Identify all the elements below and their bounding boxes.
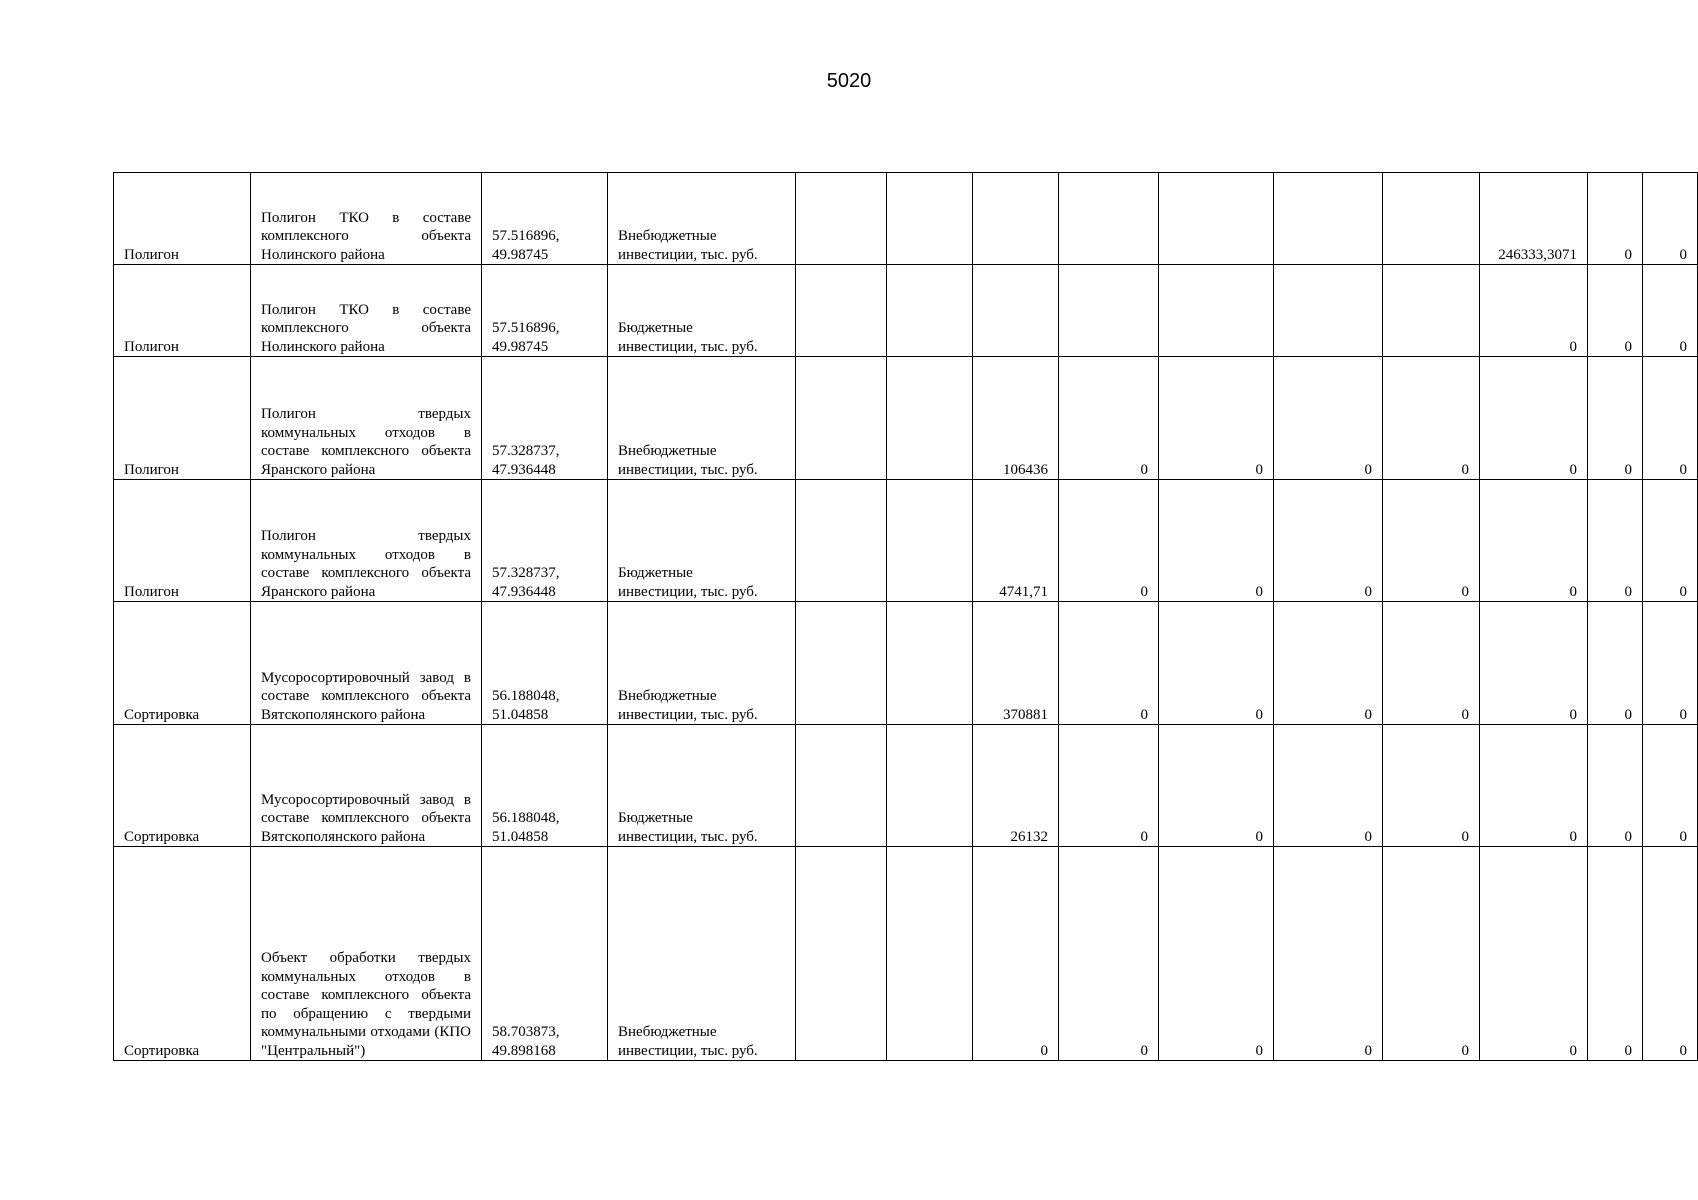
- value-cell: 0: [1643, 265, 1698, 357]
- value-cell: [1383, 173, 1480, 265]
- value-cell: 0: [1480, 357, 1588, 480]
- longitude: 49.98745: [492, 338, 549, 355]
- value-cell: 0: [1159, 602, 1274, 725]
- object-name-cell: Полигон твердых коммунальных отходов в составе комплексного объекта Яранского района: [251, 357, 482, 480]
- object-name-cell: Мусоросортировочный завод в составе комплексного объекта Вятскополянского района: [251, 602, 482, 725]
- financing-type: Бюджетные: [618, 320, 693, 336]
- longitude: 51.04858: [492, 706, 549, 723]
- value-cell: 0: [1059, 357, 1159, 480]
- value-cell: [887, 173, 973, 265]
- financing-source-cell: [608, 173, 796, 265]
- financing-type: Внебюджетные: [618, 228, 717, 244]
- financing-unit: инвестиции, тыс. руб.: [618, 461, 758, 478]
- value-cell: [1059, 173, 1159, 265]
- value-cell: 0: [1383, 602, 1480, 725]
- latitude: 58.703873,: [492, 1024, 560, 1040]
- financing-source-cell: [608, 847, 796, 1061]
- financing-type: Внебюджетные: [618, 1024, 717, 1040]
- value-cell: [1159, 265, 1274, 357]
- table-row: [114, 602, 1698, 725]
- longitude: 49.898168: [492, 1042, 556, 1059]
- value-cell: [796, 265, 887, 357]
- financing-source-cell: [608, 480, 796, 602]
- value-cell: 0: [1480, 480, 1588, 602]
- value-cell: [796, 173, 887, 265]
- value-cell: [796, 847, 887, 1061]
- value-cell: [1274, 173, 1383, 265]
- value-cell: [887, 480, 973, 602]
- value-cell: 0: [1588, 725, 1643, 847]
- longitude: 47.936448: [492, 583, 556, 600]
- object-type-cell: Полигон: [114, 480, 251, 602]
- financing-unit: инвестиции, тыс. руб.: [618, 706, 758, 723]
- value-cell: 0: [1383, 357, 1480, 480]
- latitude: 57.328737,: [492, 443, 560, 459]
- value-cell: 0: [1059, 847, 1159, 1061]
- value-cell: 0: [1643, 357, 1698, 480]
- financing-source-cell: [608, 265, 796, 357]
- table-row: [114, 480, 1698, 602]
- object-name-cell: Мусоросортировочный завод в составе комплексного объекта Вятскополянского района: [251, 725, 482, 847]
- coordinates-cell: [482, 357, 608, 480]
- value-cell: 0: [1059, 480, 1159, 602]
- value-cell: 0: [1480, 602, 1588, 725]
- value-cell: 370881: [973, 602, 1059, 725]
- financing-unit: инвестиции, тыс. руб.: [618, 583, 758, 600]
- value-cell: 0: [1059, 602, 1159, 725]
- value-cell: 0: [973, 847, 1059, 1061]
- value-cell: 4741,71: [973, 480, 1059, 602]
- value-cell: [796, 480, 887, 602]
- value-cell: 0: [1383, 847, 1480, 1061]
- value-cell: 0: [1643, 173, 1698, 265]
- table-row: [114, 173, 1698, 265]
- object-type-cell: Полигон: [114, 357, 251, 480]
- object-type-cell: Полигон: [114, 173, 251, 265]
- financing-source-cell: [608, 725, 796, 847]
- financing-type: Внебюджетные: [618, 443, 717, 459]
- financing-unit: инвестиции, тыс. руб.: [618, 828, 758, 845]
- value-cell: 0: [1159, 357, 1274, 480]
- object-type-cell: Сортировка: [114, 602, 251, 725]
- object-type-cell: Сортировка: [114, 847, 251, 1061]
- value-cell: 0: [1274, 725, 1383, 847]
- value-cell: 0: [1480, 265, 1588, 357]
- coordinates-cell: [482, 173, 608, 265]
- value-cell: 0: [1274, 357, 1383, 480]
- investment-table: [113, 172, 1698, 1061]
- value-cell: [973, 265, 1059, 357]
- table-row: [114, 847, 1698, 1061]
- value-cell: 0: [1383, 725, 1480, 847]
- value-cell: [887, 265, 973, 357]
- value-cell: 0: [1588, 602, 1643, 725]
- longitude: 47.936448: [492, 461, 556, 478]
- latitude: 57.328737,: [492, 565, 560, 581]
- value-cell: 0: [1480, 725, 1588, 847]
- value-cell: [796, 357, 887, 480]
- value-cell: 0: [1588, 173, 1643, 265]
- value-cell: [796, 725, 887, 847]
- object-name-cell: Объект обработки твердых коммунальных отходов в составе комплексного объекта по обращению с твердыми коммунальными отходами (КПО "Центральный"): [251, 847, 482, 1061]
- latitude: 56.188048,: [492, 688, 560, 704]
- value-cell: 0: [1159, 847, 1274, 1061]
- longitude: 51.04858: [492, 828, 549, 845]
- object-name-cell: Полигон ТКО в составе комплексного объекта Нолинского района: [251, 173, 482, 265]
- value-cell: 0: [1643, 847, 1698, 1061]
- value-cell: [973, 173, 1059, 265]
- value-cell: 0: [1159, 725, 1274, 847]
- object-type-cell: Полигон: [114, 265, 251, 357]
- value-cell: 0: [1383, 480, 1480, 602]
- financing-type: Бюджетные: [618, 565, 693, 581]
- financing-unit: инвестиции, тыс. руб.: [618, 338, 758, 355]
- value-cell: 26132: [973, 725, 1059, 847]
- value-cell: 0: [1159, 480, 1274, 602]
- value-cell: 0: [1059, 725, 1159, 847]
- table-row: [114, 265, 1698, 357]
- value-cell: 0: [1274, 480, 1383, 602]
- value-cell: 0: [1643, 602, 1698, 725]
- value-cell: 0: [1643, 725, 1698, 847]
- value-cell: 0: [1588, 847, 1643, 1061]
- value-cell: [887, 847, 973, 1061]
- coordinates-cell: [482, 265, 608, 357]
- financing-source-cell: [608, 357, 796, 480]
- table-row: [114, 357, 1698, 480]
- value-cell: 0: [1480, 847, 1588, 1061]
- coordinates-cell: [482, 847, 608, 1061]
- object-name-cell: Полигон твердых коммунальных отходов в составе комплексного объекта Яранского района: [251, 480, 482, 602]
- value-cell: 0: [1588, 357, 1643, 480]
- value-cell: 106436: [973, 357, 1059, 480]
- value-cell: [1383, 265, 1480, 357]
- value-cell: 0: [1274, 602, 1383, 725]
- value-cell: [887, 357, 973, 480]
- financing-unit: инвестиции, тыс. руб.: [618, 1042, 758, 1059]
- latitude: 57.516896,: [492, 228, 560, 244]
- value-cell: [1159, 173, 1274, 265]
- value-cell: [887, 602, 973, 725]
- value-cell: 0: [1643, 480, 1698, 602]
- financing-type: Бюджетные: [618, 810, 693, 826]
- coordinates-cell: [482, 602, 608, 725]
- object-name-cell: Полигон ТКО в составе комплексного объекта Нолинского района: [251, 265, 482, 357]
- financing-unit: инвестиции, тыс. руб.: [618, 246, 758, 263]
- value-cell: 0: [1274, 847, 1383, 1061]
- latitude: 57.516896,: [492, 320, 560, 336]
- coordinates-cell: [482, 480, 608, 602]
- table-row: [114, 725, 1698, 847]
- value-cell: [1059, 265, 1159, 357]
- value-cell: [887, 725, 973, 847]
- object-type-cell: Сортировка: [114, 725, 251, 847]
- page-number: 5020: [826, 70, 872, 92]
- value-cell: 246333,3071: [1480, 173, 1588, 265]
- value-cell: 0: [1588, 480, 1643, 602]
- financing-type: Внебюджетные: [618, 688, 717, 704]
- value-cell: [1274, 265, 1383, 357]
- latitude: 56.188048,: [492, 810, 560, 826]
- value-cell: 0: [1588, 265, 1643, 357]
- financing-source-cell: [608, 602, 796, 725]
- longitude: 49.98745: [492, 246, 549, 263]
- coordinates-cell: [482, 725, 608, 847]
- value-cell: [796, 602, 887, 725]
